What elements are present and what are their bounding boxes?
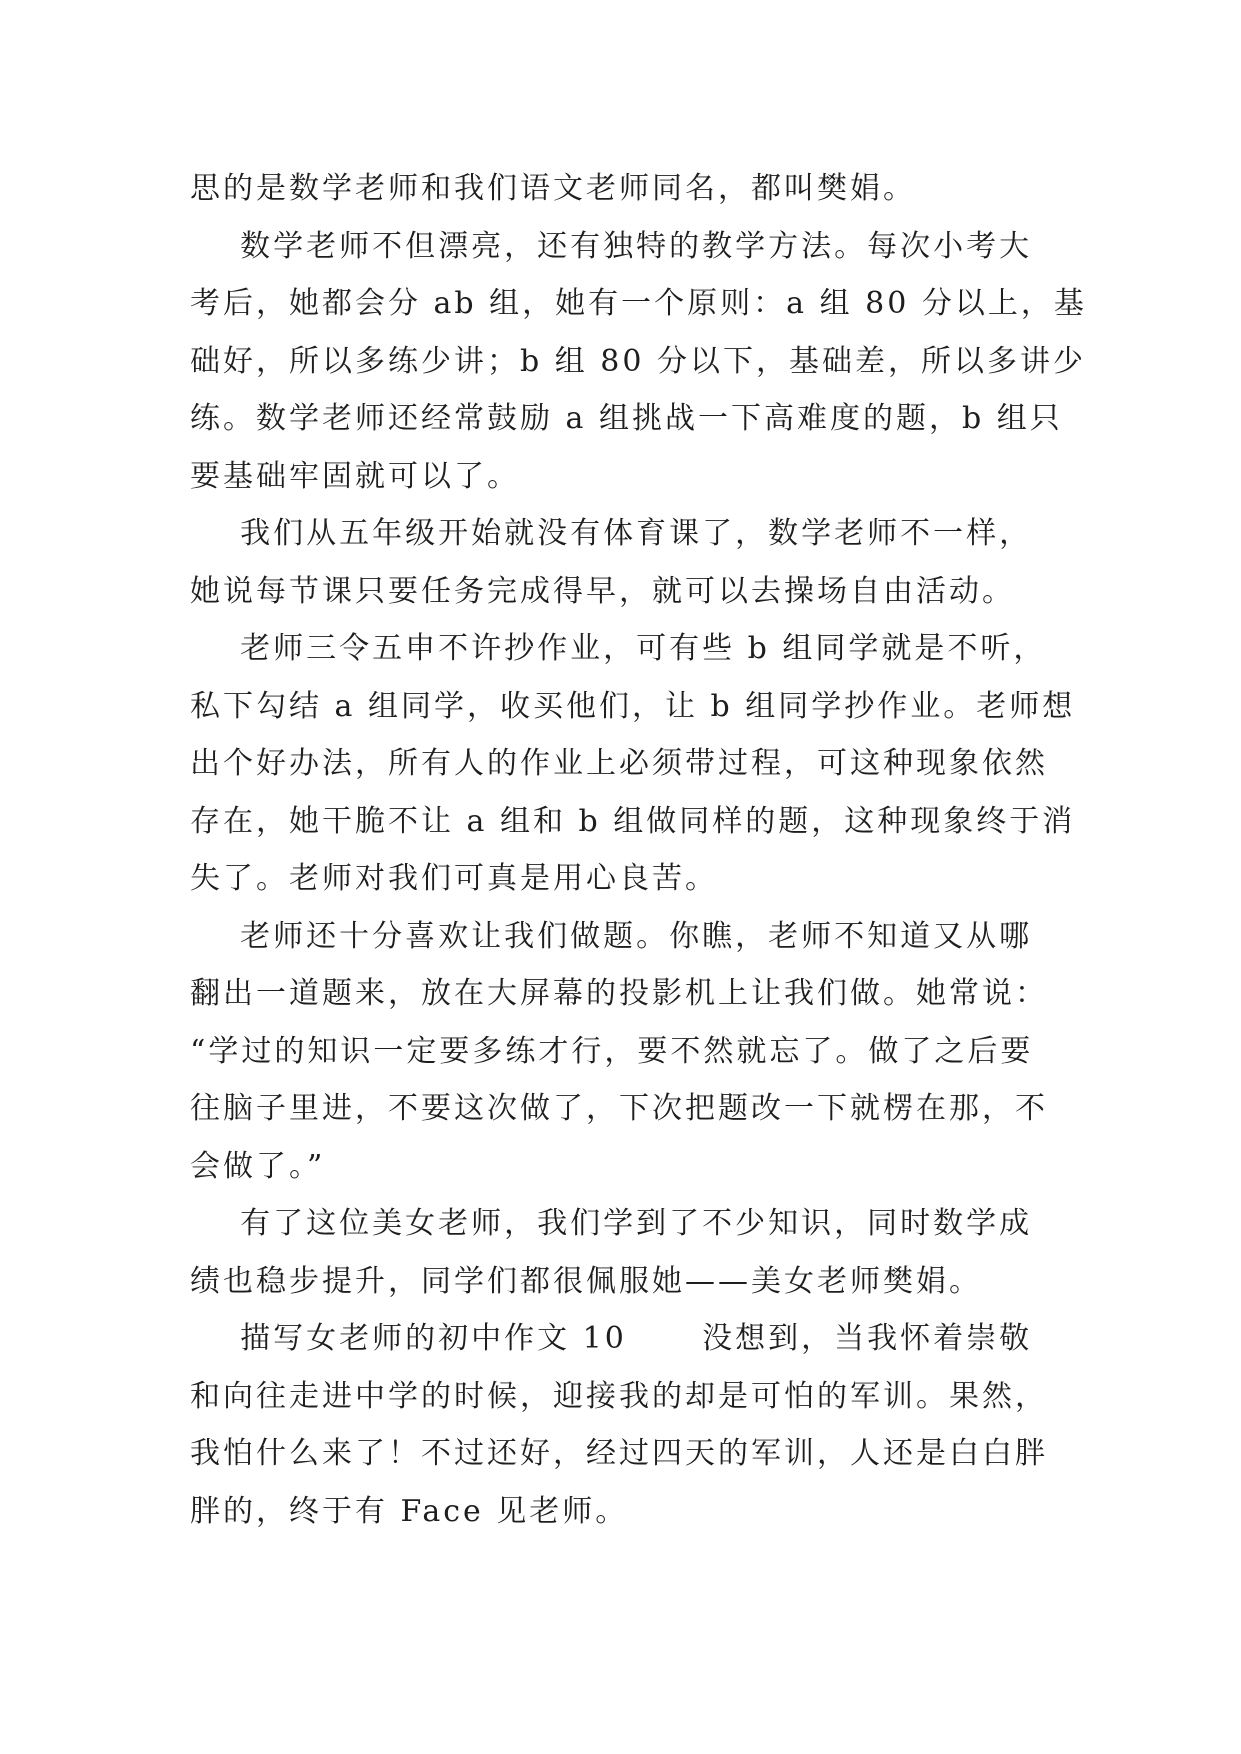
text-line: 础好，所以多练少讲；b 组 80 分以下，基础差，所以多讲少 [190, 343, 1086, 379]
text-line: 我怕什么来了！不过还好，经过四天的军训，人还是白白胖 [190, 1436, 1048, 1471]
text-line: 练。数学老师还经常鼓励 a 组挑战一下高难度的题，b 组只 [190, 401, 1063, 436]
text-line: 她说每节课只要任务完成得早，就可以去操场自由活动。 [190, 573, 1015, 609]
text-line: 失了。老师对我们可真是用心良苦。 [190, 861, 718, 896]
text-line: “学过的知识一定要多练才行，要不然就忘了。做了之后要 [190, 1033, 1034, 1069]
text-line: 翻出一道题来，放在大屏幕的投影机上让我们做。她常说： [190, 976, 1048, 1011]
text-line: 私下勾结 a 组同学，收买他们，让 b 组同学抄作业。老师想 [190, 688, 1076, 724]
text-line: 考后，她都会分 ab 组，她有一个原则：a 组 80 分以上，基 [190, 286, 1087, 321]
text-line: 往脑子里进，不要这次做了，下次把题改一下就楞在那，不 [190, 1091, 1048, 1126]
text-line: 描写女老师的初中作文 10 没想到，当我怀着崇敬 [190, 1321, 1033, 1356]
text-line: 出个好办法，所有人的作业上必须带过程，可这种现象依然 [190, 746, 1048, 781]
text-line: 老师还十分喜欢让我们做题。你瞧，老师不知道又从哪 [190, 918, 1033, 954]
text-line: 我们从五年级开始就没有体育课了，数学老师不一样， [190, 516, 1033, 551]
text-line: 胖的，终于有 Face 见老师。 [190, 1493, 629, 1529]
text-line: 存在，她干脆不让 a 组和 b 组做同样的题，这种现象终于消 [190, 803, 1076, 839]
text-line: 会做了。” [190, 1148, 326, 1184]
essay-text [190, 160, 1087, 1540]
text-line: 要基础牢固就可以了。 [190, 458, 520, 494]
text-line: 思的是数学老师和我们语文老师同名，都叫樊娟。 [190, 171, 916, 206]
text-line: 有了这位美女老师，我们学到了不少知识，同时数学成 [190, 1206, 1033, 1241]
text-line: 数学老师不但漂亮，还有独特的教学方法。每次小考大 [190, 228, 1033, 264]
text-line: 绩也稳步提升，同学们都很佩服她——美女老师樊娟。 [190, 1263, 982, 1299]
text-line: 老师三令五申不许抄作业，可有些 b 组同学就是不听， [190, 631, 1047, 666]
text-line: 和向往走进中学的时候，迎接我的却是可怕的军训。果然， [190, 1378, 1048, 1414]
